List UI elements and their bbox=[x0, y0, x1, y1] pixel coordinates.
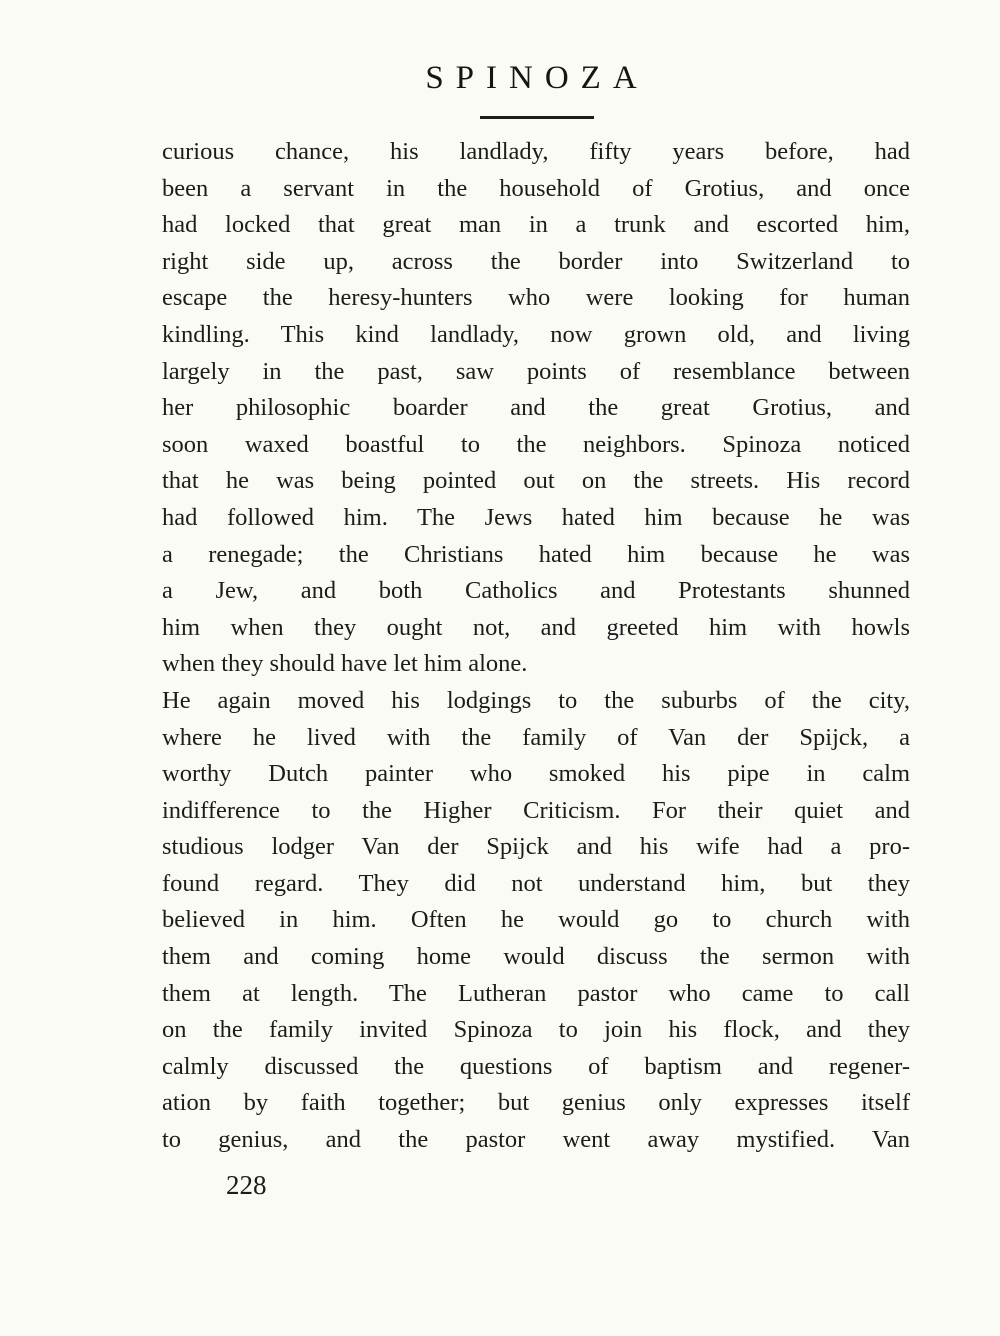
text-line: a renegade; the Christians hated him because he was bbox=[162, 540, 910, 568]
text-line: him when they ought not, and greeted him with howls bbox=[162, 613, 910, 641]
text-line: where he lived with the family of Van der Spijck, a bbox=[162, 723, 910, 751]
text-line: that he was being pointed out on the streets. His record bbox=[162, 467, 910, 495]
text-line: when they should have let him alone. bbox=[162, 650, 528, 678]
text-line: worthy Dutch painter who smoked his pipe in calm bbox=[162, 760, 910, 788]
text-line: been a servant in the household of Grotius, and once bbox=[162, 174, 910, 202]
text-line: had followed him. The Jews hated him because he was bbox=[162, 503, 910, 531]
page-number: 228 bbox=[226, 1170, 267, 1200]
text-line: a Jew, and both Catholics and Protestants shunned bbox=[162, 577, 910, 605]
body-text bbox=[162, 134, 910, 1159]
text-line: indifference to the Higher Criticism. For their quiet and bbox=[162, 796, 910, 824]
text-line: had locked that great man in a trunk and escorted him, bbox=[162, 211, 910, 239]
text-line: curious chance, his landlady, fifty years before, had bbox=[162, 138, 910, 165]
text-line: to genius, and the pastor went away mystified. Van bbox=[162, 1126, 910, 1154]
text-line: ation by faith together; but genius only expresses itself bbox=[162, 1089, 910, 1117]
text-line: He again moved his lodgings to the suburbs of the city, bbox=[162, 686, 910, 714]
text-line: calmly discussed the questions of baptism and regener- bbox=[162, 1052, 910, 1080]
text-line: them at length. The Lutheran pastor who came to call bbox=[162, 979, 910, 1007]
text-line: right side up, across the border into Switzerland to bbox=[162, 247, 910, 275]
paragraph bbox=[162, 134, 910, 683]
text-line: found regard. They did not understand him, but they bbox=[162, 869, 910, 897]
title-divider bbox=[480, 116, 594, 119]
text-line: them and coming home would discuss the sermon with bbox=[162, 943, 910, 971]
page-title: SPINOZA bbox=[425, 60, 649, 96]
text-line: soon waxed boastful to the neighbors. Spinoza noticed bbox=[162, 430, 910, 458]
text-line: kindling. This kind landlady, now grown old, and living bbox=[162, 320, 910, 348]
text-line: largely in the past, saw points of resemblance between bbox=[162, 357, 910, 385]
text-line: her philosophic boarder and the great Grotius, and bbox=[162, 394, 910, 422]
text-line: believed in him. Often he would go to church with bbox=[162, 906, 910, 934]
paragraph bbox=[162, 683, 910, 1159]
text-line: studious lodger Van der Spijck and his wife had a pro- bbox=[162, 833, 910, 861]
text-line: escape the heresy-hunters who were looking for human bbox=[162, 284, 910, 312]
text-line: on the family invited Spinoza to join his flock, and they bbox=[162, 1016, 910, 1044]
